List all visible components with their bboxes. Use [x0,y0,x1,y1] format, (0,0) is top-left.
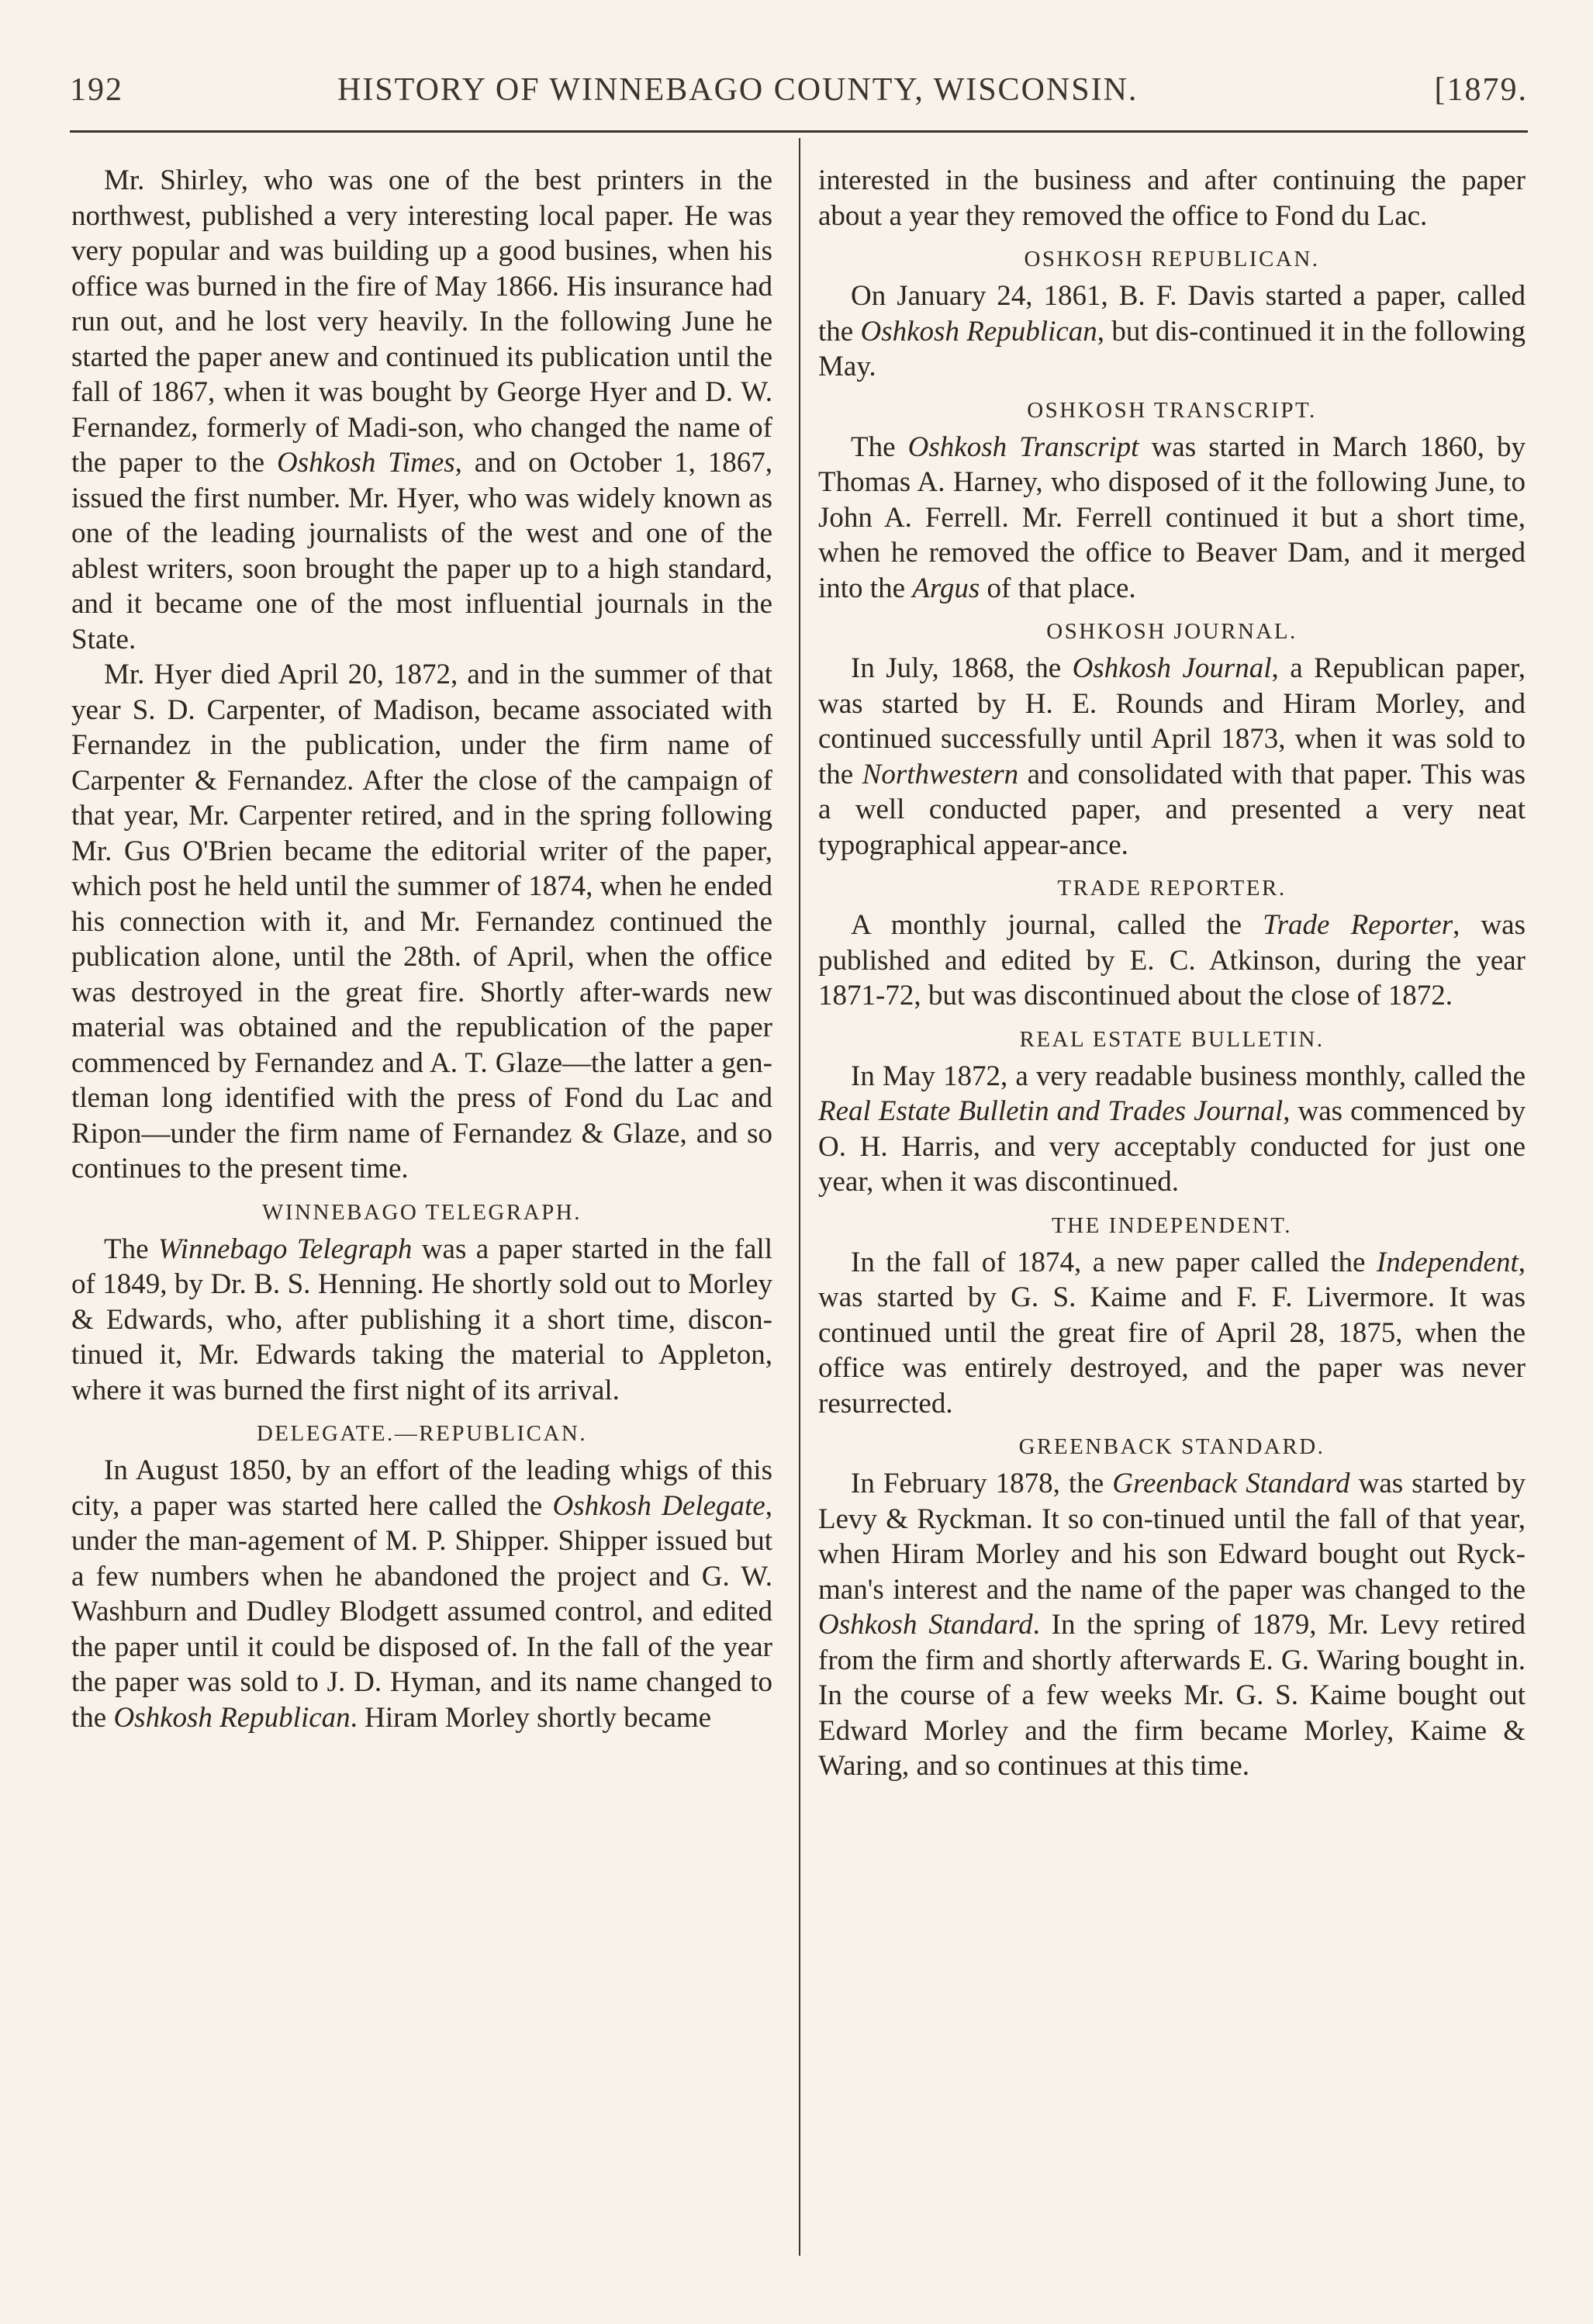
paragraph-independent: In the fall of 1874, a new paper called the Independent, was started by G. S. Kaime and F. F. Livermore. It was continued until the great fire of April 28, 1875, when the office was entirely destroyed, and the paper was never resurrected. [818,1246,1526,1420]
page-number: 192 [70,72,123,108]
paragraph-telegraph: The Winnebago Telegraph was a paper started in the fall of 1849, by Dr. B. S. Henning. He shortly sold out to Morley & Edwards, who, after publishing it a short time, discon-tinued it, Mr. Edwards taking the material to Appleton, where it was burned the first night of its arrival. [71,1233,772,1406]
paragraph-trade-reporter: A monthly journal, called the Trade Reporter, was published and edited by E. C. Atkinson, during the year 1871-72, but was discontinued about the close of 1872. [818,909,1526,1012]
section-heading-real-estate-bulletin: REAL ESTATE BULLETIN. [1019,1026,1325,1052]
section-heading-the-independent: THE INDEPENDENT. [1051,1212,1293,1238]
paragraph-transcript: The Oshkosh Transcript was started in March 1860, by Thomas A. Harney, who disposed of it the following June, to John A. Ferrell. Mr. Ferrell continued it but a short time, when he removed the office to Beaver Dam, and it merged into the Argus of that place. [818,431,1526,604]
paragraph-republican: On January 24, 1861, B. F. Davis started a paper, called the Oshkosh Republican, but dis-continued it in the following May. [818,280,1526,382]
left-column [71,163,772,1735]
section-heading-oshkosh-republican: OSHKOSH REPUBLICAN. [1024,247,1320,271]
year-marker: [1879. [1434,72,1528,108]
section-heading-winnebago-telegraph: WINNEBAGO TELEGRAPH. [262,1199,582,1225]
section-heading-greenback-standard: GREENBACK STANDARD. [1018,1434,1325,1459]
column-divider [799,138,800,2256]
paragraph-delegate: In August 1850, by an effort of the leading whigs of this city, a paper was started here called the Oshkosh Delegate, under the man-agement of M. P. Shipper. Shipper issued but a few numbers when he abandoned the project and G. W. Washburn and Dudley Blodgett assumed control, and edited the paper until it could be disposed of. In the fall of the year the paper was sold to J. D. Hyman, and its name changed to the Oshkosh Republican. Hiram Morley shortly became [71,1454,772,1734]
section-heading-trade-reporter: TRADE REPORTER. [1057,876,1287,901]
paragraph-continued: interested in the business and after continuing the paper about a year they removed the office to Fond du Lac. [818,164,1526,232]
paragraph-journal: In July, 1868, the Oshkosh Journal, a Republican paper, was started by H. E. Rounds and Hiram Morley, and continued successfully until April 1873, when it was sold to the Northwestern and consolidated with that paper. This was a well conducted paper, and presented a very neat typographical appear-ance. [818,652,1526,861]
paragraph-greenback: In February 1878, the Greenback Standard was started by Levy & Ryckman. It so con-tinued until the fall of that year, when Hiram Morley and his son Edward bought out Ryck-man's interest and the name of the paper was changed to the Oshkosh Standard. In the spring of 1879, Mr. Levy retired from the firm and shortly afterwards E. G. Waring bought in. In the course of a few weeks Mr. G. S. Kaime bought out Edward Morley and the firm became Morley, Kaime & Waring, and so continues at this time. [818,1468,1526,1782]
section-heading-oshkosh-journal: OSHKOSH JOURNAL. [1046,619,1298,644]
paragraph-real-estate-bulletin: In May 1872, a very readable business monthly, called the Real Estate Bulletin and Trades Journal, was commenced by O. H. Harris, and very acceptably conducted for just one year, when it was discontinued. [818,1060,1526,1198]
book-title: HISTORY OF WINNEBAGO COUNTY, WISCONSIN. [337,72,1139,108]
section-heading-oshkosh-transcript: OSHKOSH TRANSCRIPT. [1027,397,1317,423]
running-header [70,56,1528,110]
paragraph-shirley: Mr. Shirley, who was one of the best printers in the northwest, published a very interesting local paper. He was very popular and was building up a good busines, when his office was burned in the fire of May 1866. His insurance had run out, and he lost very heavily. In the following June he started the paper anew and continued its publication until the fall of 1867, when it was bought by George Hyer and D. W. Fernandez, formerly of Madi-son, who changed the name of the paper to the Oshkosh Times, and on October 1, 1867, issued the first number. Mr. Hyer, who was widely known as one of the leading journalists of the west and one of the ablest writers, soon brought the paper up to a high standard, and it became one of the most influential journals in the State. [71,164,772,655]
paragraph-hyer: Mr. Hyer died April 20, 1872, and in the summer of that year S. D. Carpenter, of Madison, became associated with Fernandez in the publication, under the firm name of Carpenter & Fernandez. After the close of the campaign of that year, Mr. Carpenter retired, and in the spring following Mr. Gus O'Brien became the editorial writer of the paper, which post he held until the summer of 1874, when he ended his connection with it, and Mr. Fernandez continued the publication alone, until the 28th. of April, when the office was destroyed in the great fire. Shortly after-wards new material was obtained and the republication of the paper commenced by Fernandez and A. T. Glaze—the latter a gen-tleman long identified with the press of Fond du Lac and Ripon—under the firm name of Fernandez & Glaze, and so continues to the present time. [71,659,772,1184]
header-rule [70,130,1528,133]
right-column [818,163,1526,1784]
section-heading-delegate-republican: DELEGATE.—REPUBLICAN. [256,1421,588,1446]
